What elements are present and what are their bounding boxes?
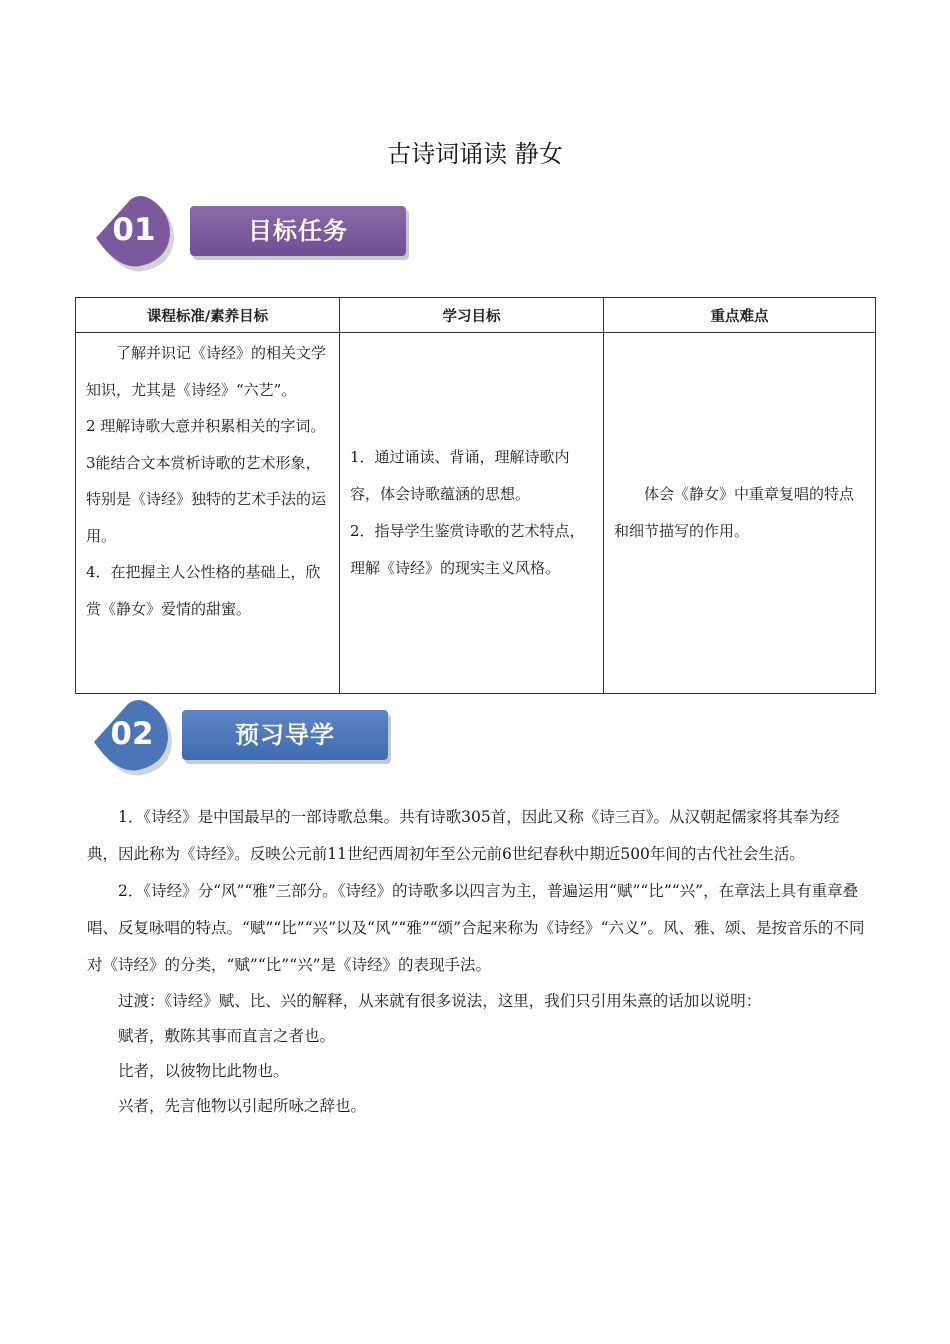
learning-goals-cell <box>340 333 604 694</box>
learning-goal-item: 2．指导学生鉴赏诗歌的艺术特点，理解《诗经》的现实主义风格。 <box>350 522 585 577</box>
section-label: 预习导学 <box>182 710 388 760</box>
standards-item: 2 理解诗歌大意并积累相关的字词。 <box>86 417 326 435</box>
section-number: 02 <box>110 716 154 752</box>
table-row <box>76 333 876 694</box>
section-label: 目标任务 <box>190 206 406 256</box>
page-title: 古诗词诵读 静女 <box>387 140 563 168</box>
standards-item: 4．在把握主人公性格的基础上，欣赏《静女》爱情的甜蜜。 <box>86 563 321 618</box>
preview-content <box>87 799 865 1124</box>
paragraph: 2．《诗经》分“风”“雅”三部分。《诗经》的诗歌多以四言为主，普遍运用“赋”“比”“兴”，在章法上具有重章叠唱、反复咏唱的特点。“赋”“比”“兴”以及“风”“雅”“颂”合起来称为《诗经》“六义”。风、雅、颂、是按音乐的不同对《诗经》的分类，“赋”“比”“兴”是《诗经》的表现手法。 <box>87 882 865 974</box>
transition-line: 过渡：《诗经》赋、比、兴的解释，从来就有很多说法，这里，我们只引用朱熹的话加以说明： <box>118 992 762 1010</box>
paragraph: 1．《诗经》是中国最早的一部诗歌总集。共有诗歌305首，因此又称《诗三百》。从汉朝起儒家将其奉为经典，因此称为《诗经》。反映公元前11世纪西周初年至公元前6世纪春秋中期近500年间的古代社会生活。 <box>87 808 840 863</box>
goals-table <box>75 297 876 694</box>
definition-line: 赋者，敷陈其事而直言之者也。 <box>118 1027 336 1045</box>
table-header-learning-goals: 学习目标 <box>340 298 604 333</box>
standards-item: 3能结合文本赏析诗歌的艺术形象，特别是《诗经》独特的艺术手法的运用。 <box>86 453 327 545</box>
section-number: 01 <box>112 212 156 248</box>
table-header-row <box>76 298 876 333</box>
key-points-cell <box>604 333 876 694</box>
section-number-badge <box>90 700 174 776</box>
table-header-standards: 课程标准/素养目标 <box>76 298 340 333</box>
table-header-key-points: 重点难点 <box>604 298 876 333</box>
learning-goal-item: 1．通过诵读、背诵，理解诗歌内容，体会诗歌蕴涵的思想。 <box>350 448 570 503</box>
standards-item: 了解并识记《诗经》的相关文学知识，尤其是《诗经》“六艺”。 <box>86 344 327 399</box>
key-points-text: 体会《静女》中重章复唱的特点和细节描写的作用。 <box>614 485 855 540</box>
standards-cell <box>76 333 340 694</box>
definition-line: 比者，以彼物比此物也。 <box>118 1062 289 1080</box>
definition-line: 兴者，先言他物以引起所咏之辞也。 <box>118 1097 367 1115</box>
section-number-badge <box>92 196 176 272</box>
